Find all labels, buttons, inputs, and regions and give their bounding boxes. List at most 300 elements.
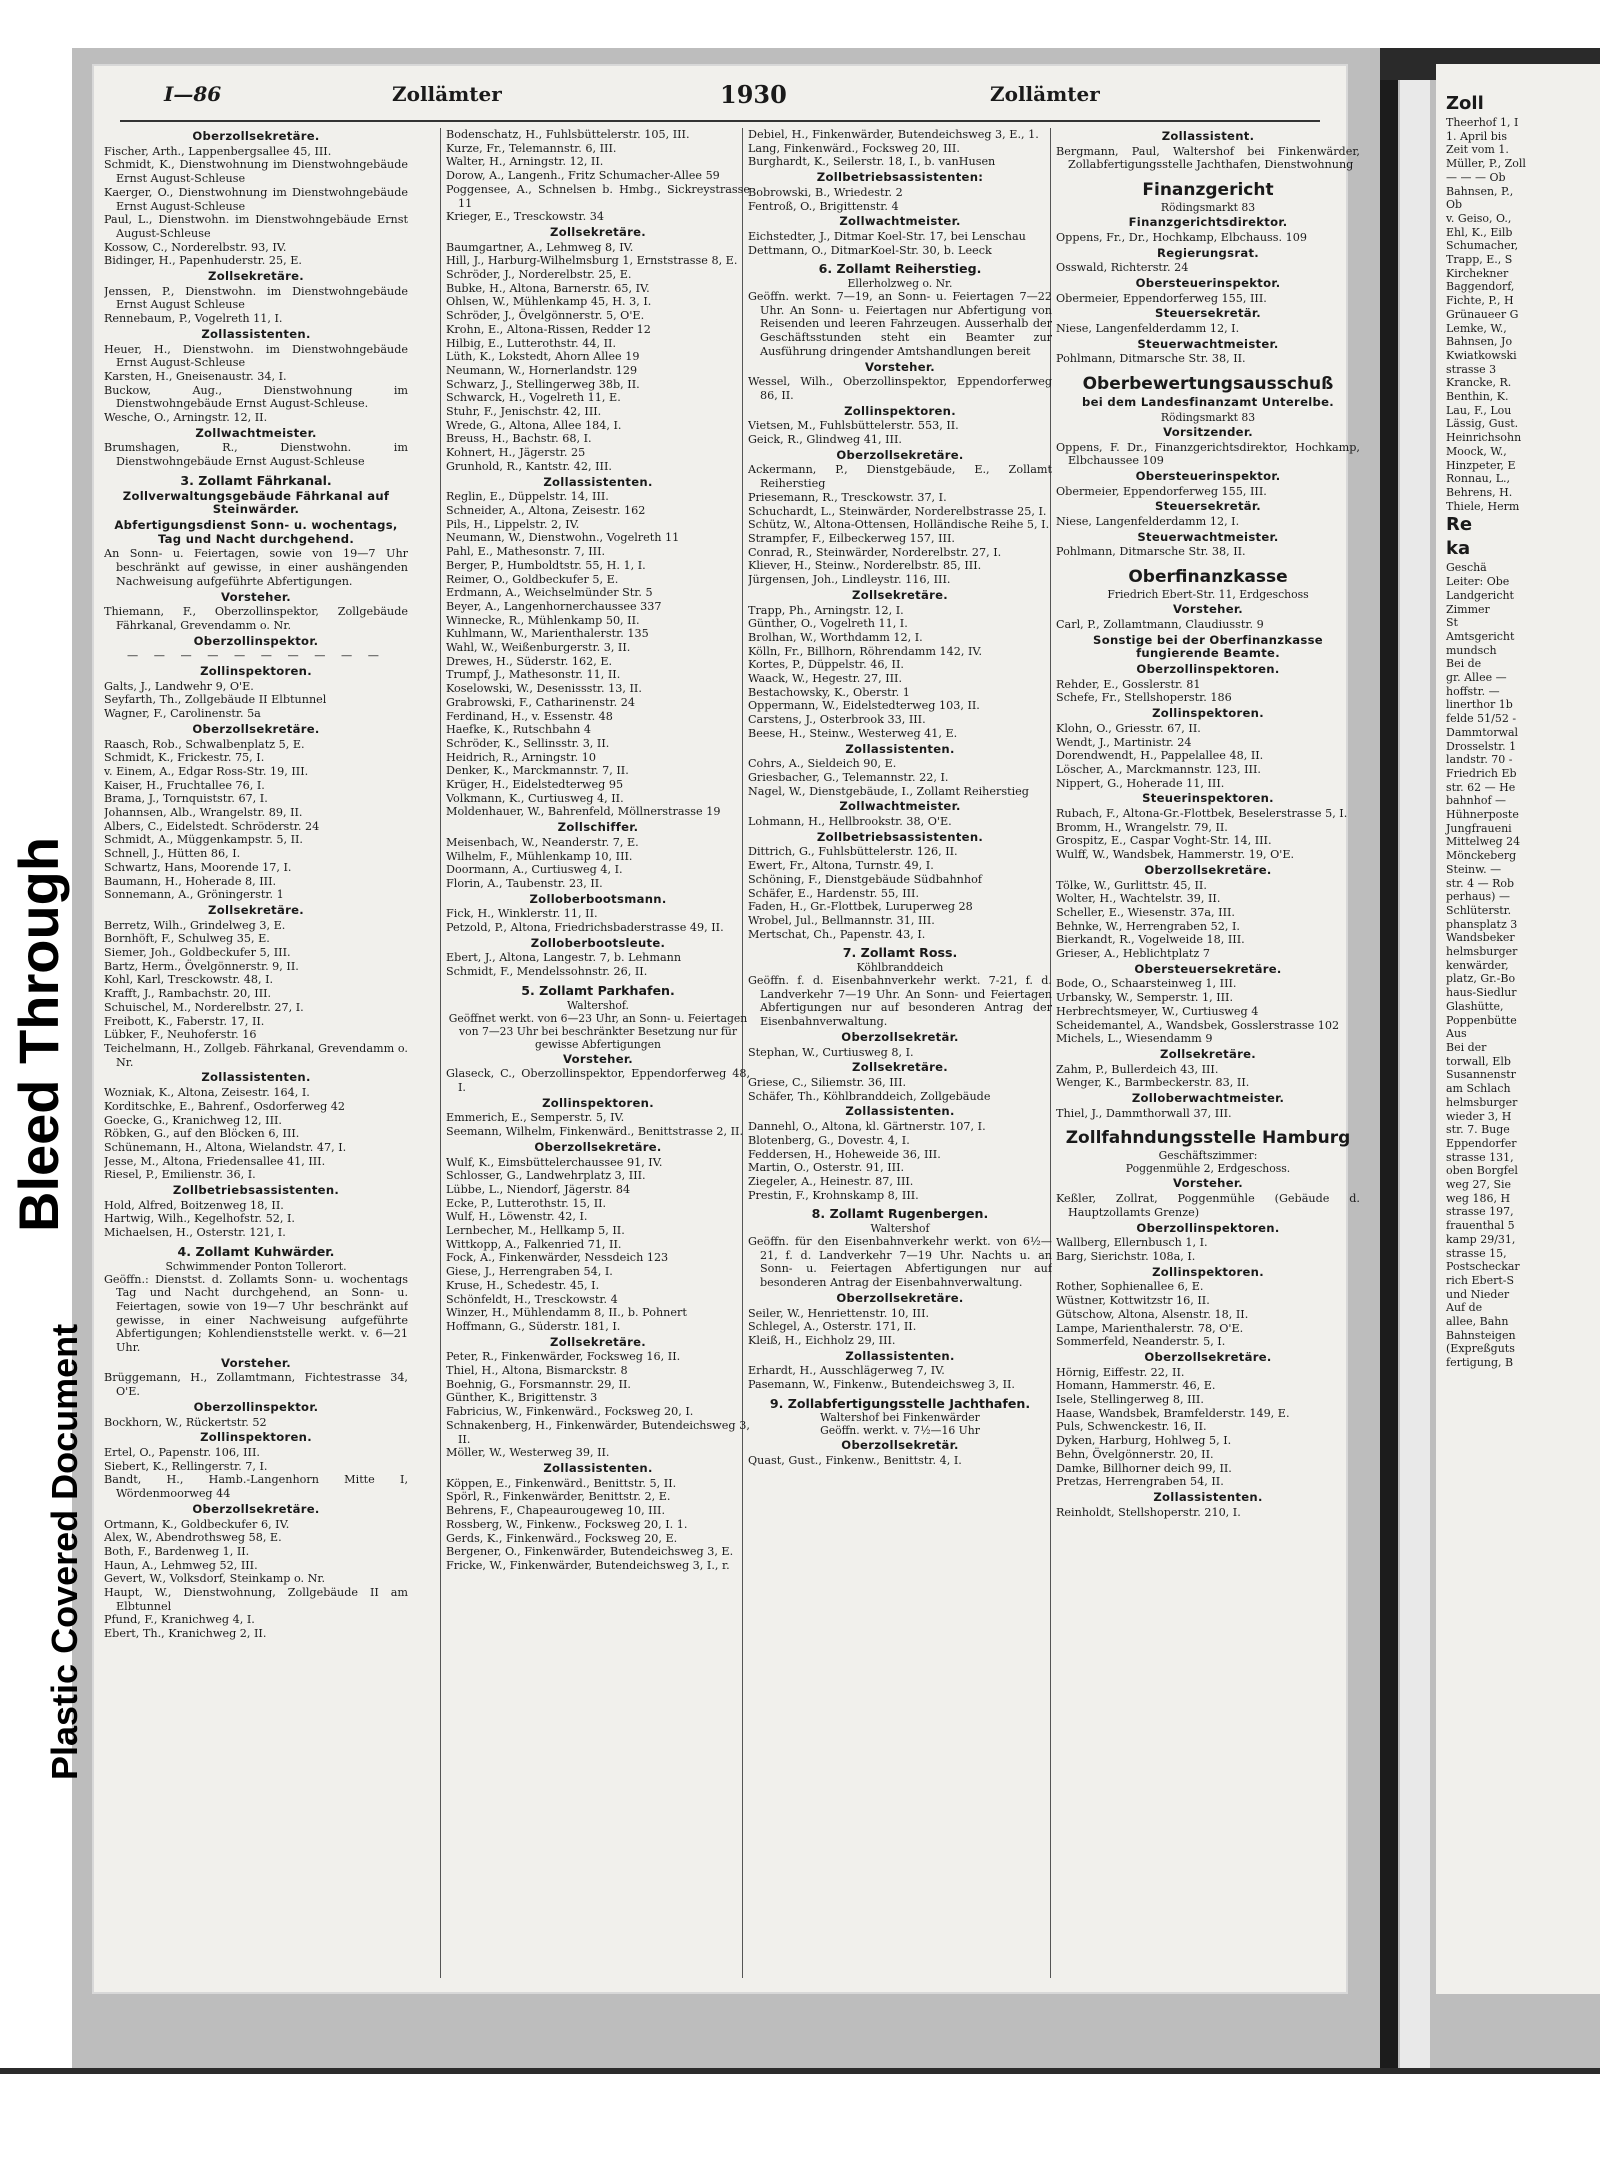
directory-entry: Berger, P., Humboldtstr. 55, H. 1, I. <box>446 558 646 572</box>
book-gutter <box>1380 48 1398 2068</box>
directory-entry: Quast, Gust., Finkenw., Benittstr. 4, I. <box>748 1454 962 1468</box>
text-line: Landgericht <box>1446 588 1514 602</box>
directory-entry: Gevert, W., Volksdorf, Steinkamp o. Nr. <box>104 1572 326 1586</box>
directory-entry: Wallberg, Ellernbusch 1, I. <box>1056 1236 1208 1250</box>
text-line: strasse 15, <box>1446 1246 1507 1260</box>
directory-entry: Seiler, W., Henriettenstr. 10, III. <box>748 1306 930 1320</box>
text-line: gr. Allee — <box>1446 671 1507 685</box>
directory-entry: Wittkopp, A., Falkenried 71, II. <box>446 1237 622 1251</box>
office-note: Köhlbranddeich <box>856 961 944 975</box>
directory-entry: Conrad, R., Steinwärder, Norderelbstr. 27, I. <box>748 545 1002 559</box>
directory-entry: Jenssen, P., Dienstwohn. im Dienstwohngebäude Ernst August Schleuse <box>104 284 408 312</box>
text-line: perhaus) — <box>1446 890 1510 904</box>
section-heading: Oberzollsekretäre. <box>836 447 964 462</box>
text-line: fertigung, B <box>1446 1356 1514 1370</box>
directory-entry: Cohrs, A., Sieldeich 90, E. <box>748 757 897 771</box>
agency-heading: Oberbewertungsausschuß <box>1082 374 1334 395</box>
directory-entry: Carstens, J., Osterbrook 33, III. <box>748 713 926 727</box>
directory-entry: Johannsen, Alb., Wrangelstr. 89, II. <box>104 806 303 820</box>
directory-entry: Sonnemann, A., Gröningerstr. 1 <box>104 888 284 902</box>
directory-entry: Wilhelm, F., Mühlenkamp 10, III. <box>446 849 633 863</box>
directory-entry: Fentroß, O., Brigittenstr. 4 <box>748 199 899 213</box>
section-heading: Vorsteher. <box>865 359 935 374</box>
section-heading: Oberzollsekretär. <box>841 1029 959 1044</box>
directory-entry: Rennebaum, P., Vogelreth 11, I. <box>104 312 283 326</box>
section-heading: Zollinspektoren. <box>844 403 956 418</box>
directory-entry: Fock, A., Finkenwärder, Nessdeich 123 <box>446 1251 669 1265</box>
text-line: helmsburger <box>1446 945 1518 959</box>
section-heading: Oberzollinspektor. <box>193 633 319 648</box>
directory-entry: Faden, H., Gr.-Flottbek, Luruperweg 28 <box>748 900 973 914</box>
text-line: Steinw. — <box>1446 862 1502 876</box>
section-heading: Steuersekretär. <box>1155 306 1261 321</box>
directory-entry: Paul, L., Dienstwohn. im Dienstwohngebäude Ernst August-Schleuse <box>104 213 408 240</box>
section-heading: Zollverwaltungsgebäude Fährkanal auf Steinwärder. <box>122 488 390 517</box>
directory-entry: Petzold, P., Altona, Friedrichsbaderstrasse 49, II. <box>446 921 724 935</box>
directory-entry: Thiel, H., Altona, Bismarckstr. 8 <box>446 1364 628 1378</box>
section-heading: Zolloberbootsleute. <box>530 935 666 950</box>
directory-entry: Meisenbach, W., Neanderstr. 7, E. <box>446 835 639 849</box>
office-heading: 9. Zollabfertigungsstelle Jachthafen. <box>769 1395 1031 1411</box>
text-line: Bahnsen, P., <box>1446 184 1514 198</box>
text-column-1 <box>104 128 408 1988</box>
text-line: Aus <box>1446 1027 1467 1041</box>
directory-entry: Schünemann, H., Altona, Wielandstr. 47, I. <box>104 1140 347 1154</box>
section-heading: Oberzollsekretäre. <box>192 1501 320 1516</box>
text-line: strasse 3 <box>1446 362 1497 376</box>
text-line: und Nieder <box>1446 1287 1510 1301</box>
directory-entry: Walter, H., Arningstr. 12, II. <box>446 155 604 169</box>
directory-entry: Ebert, Th., Kranichweg 2, II. <box>104 1627 267 1641</box>
text-line: frauenthal 5 <box>1446 1219 1515 1233</box>
header-rule <box>120 120 1320 122</box>
directory-entry: Niese, Langenfelderdamm 12, I. <box>1056 322 1240 336</box>
directory-entry: Kölln, Fr., Billhorn, Röhrendamm 142, IV. <box>748 644 983 658</box>
text-line: Lässig, Gust. <box>1446 417 1519 431</box>
section-heading: Zollbetriebsassistenten: <box>816 170 984 185</box>
text-line: Friedrich Eb <box>1446 766 1517 780</box>
directory-entry: Schröder, J., Övelgönnerstr. 5, O'E. <box>446 309 645 323</box>
year-heading: 1930 <box>720 80 787 109</box>
directory-entry: Klohn, O., Griesstr. 67, II. <box>1056 721 1201 735</box>
directory-entry: Pils, H., Lippelstr. 2, IV. <box>446 517 580 531</box>
section-heading: Zollassistenten. <box>845 1104 955 1119</box>
directory-entry: Tölke, W., Gurlittstr. 45, II. <box>1056 878 1207 892</box>
directory-entry: Freibott, K., Faberstr. 17, II. <box>104 1014 265 1028</box>
directory-entry: Nagel, W., Dienstgebäude, I., Zollamt Reiherstieg <box>748 784 1029 798</box>
text-line: weg 186, H <box>1446 1191 1511 1205</box>
section-heading: Steuerwachtmeister. <box>1137 336 1279 351</box>
directory-entry: Ackermann, P., Dienstgebäude, E., Zollamt Reiherstieg <box>748 463 1052 491</box>
directory-entry: Barg, Sierichstr. 108a, I. <box>1056 1250 1196 1263</box>
directory-entry: Isele, Stellingerweg 8, III. <box>1056 1393 1204 1407</box>
directory-entry: Puls, Schwenckestr. 16, II. <box>1056 1420 1207 1434</box>
directory-entry: Hoffmann, G., Süderstr. 181, I. <box>446 1319 621 1333</box>
text-line: oben Borgfel <box>1446 1164 1518 1178</box>
section-heading: Zollwachtmeister. <box>839 214 961 229</box>
text-line: Geschä <box>1446 561 1487 575</box>
text-line: haus-Siedlur <box>1446 986 1517 1000</box>
text-line: Bahnsteigen <box>1446 1328 1516 1342</box>
section-heading: Zollinspektoren. <box>200 664 312 679</box>
directory-entry: Homann, Hammerstr. 46, E. <box>1056 1379 1216 1393</box>
office-note: Waltershof <box>870 1222 930 1236</box>
directory-entry: Geöffn. für den Eisenbahnverkehr werkt. von 6½—21, f. d. Landverkehr 7—19 Uhr. Nachts u. an Sonn- u. Feiertagen Abfertigungen nur auf besonderen Antrag der Eisenbahnverwaltung. <box>748 1235 1052 1290</box>
section-heading: Zollassistenten. <box>1153 1489 1263 1504</box>
directory-entry: Schnakenberg, H., Finkenwärder, Butendeichsweg 3, II. <box>446 1418 750 1446</box>
directory-entry: Volkmann, K., Curtiusweg 4, II. <box>446 791 624 805</box>
directory-entry: Mertschat, Ch., Papenstr. 43, I. <box>748 927 926 941</box>
office-note: Geöffn. werkt. v. 7½—16 Uhr <box>820 1424 980 1438</box>
plastic-covered-label: Plastic Covered Document <box>44 1323 85 1780</box>
text-line: bahnhof — <box>1446 794 1507 808</box>
directory-entry: Ecke, P., Lutterothstr. 15, II. <box>446 1196 607 1210</box>
directory-entry: Waack, W., Hegestr. 27, III. <box>748 672 903 686</box>
directory-entry: Strampfer, F., Eilbeckerweg 157, III. <box>748 531 955 545</box>
text-line: Lemke, W., <box>1446 321 1507 335</box>
directory-entry: Carl, P., Zollamtmann, Claudiusstr. 9 <box>1056 617 1264 631</box>
office-note: Ellerholzweg o. Nr. <box>847 277 953 291</box>
directory-entry: Wagner, F., Carolinenstr. 5a <box>104 707 261 721</box>
office-heading: 5. Zollamt Parkhafen. <box>521 982 675 998</box>
directory-entry: Goecke, G., Kranichweg 12, III. <box>104 1113 282 1127</box>
directory-entry: Brüggemann, H., Zollamtmann, Fichtestrasse 34, O'E. <box>104 1371 408 1399</box>
page-number: I—86 <box>164 82 222 106</box>
directory-entry: Dorow, A., Langenh., Fritz Schumacher-Allee 59 <box>446 169 720 183</box>
directory-entry: Bockhorn, W., Rückertstr. 52 <box>104 1415 267 1429</box>
section-heading: Zolloberwachtmeister. <box>1131 1091 1285 1106</box>
directory-entry: Dannehl, O., Altona, kl. Gärtnerstr. 107, I. <box>748 1120 986 1134</box>
directory-entry: Bornhöft, F., Schulweg 35, E. <box>104 932 270 946</box>
section-heading: Zollassistent. <box>1161 129 1255 143</box>
text-line: Jungfraueni <box>1446 821 1512 835</box>
text-line: Heinrichsohn <box>1446 431 1522 445</box>
office-note: Schwimmender Ponton Tollerort. <box>165 1259 347 1273</box>
directory-entry: Beese, H., Steinw., Westerweg 41, E. <box>748 726 958 740</box>
directory-entry: Moldenhauer, W., Bahrenfeld, Möllnerstrasse 19 <box>446 805 721 819</box>
text-line: St <box>1446 616 1458 630</box>
vacancy-dashes: — — — — — — — — — — <box>127 649 385 663</box>
directory-entry: Rehder, E., Gosslerstr. 81 <box>1056 677 1201 691</box>
directory-entry: Schwarck, H., Vogelreth 11, E. <box>446 391 621 405</box>
directory-entry: Krafft, J., Rambachstr. 20, III. <box>104 987 272 1001</box>
directory-entry: Denker, K., Marckmannstr. 7, II. <box>446 764 629 778</box>
section-heading: Vorsteher. <box>221 589 291 604</box>
directory-entry: Lübker, F., Neuhoferstr. 16 <box>104 1028 257 1042</box>
directory-entry: Schneider, A., Altona, Zeisestr. 162 <box>446 503 646 517</box>
directory-entry: Löscher, A., Marckmannstr. 123, III. <box>1056 762 1261 776</box>
directory-entry: Hold, Alfred, Boitzenweg 18, II. <box>104 1198 284 1212</box>
directory-entry: Koselowski, W., Desenissstr. 13, II. <box>446 682 642 696</box>
text-line: Benthin, K. <box>1446 390 1509 404</box>
directory-entry: Raasch, Rob., Schwalbenplatz 5, E. <box>104 737 305 751</box>
directory-entry: Dorendwendt, H., Pappelallee 48, II. <box>1056 749 1264 763</box>
text-line: Bei der <box>1446 1041 1487 1054</box>
text-line: Kwiatkowski <box>1446 348 1517 362</box>
directory-entry: Eichstedter, J., Ditmar Koel-Str. 17, bei Lenschau <box>748 229 1026 243</box>
text-line: str. 4 — Rob <box>1446 876 1515 890</box>
directory-entry: Trapp, Ph., Arningstr. 12, I. <box>748 603 904 617</box>
directory-entry: Breuss, H., Bachstr. 68, I. <box>446 432 592 446</box>
directory-entry: Wessel, Wilh., Oberzollinspektor, Eppendorferweg 86, II. <box>748 375 1052 402</box>
directory-entry: Obermeier, Eppendorferweg 155, III. <box>1056 484 1267 498</box>
directory-entry: Günther, K., Brigittenstr. 3 <box>446 1391 598 1405</box>
section-heading: Oberzollsekretäre. <box>1144 1349 1272 1364</box>
directory-entry: Dettmann, O., DitmarKoel-Str. 30, b. Leeck <box>748 243 992 257</box>
directory-entry: Erdmann, A., Weichselmünder Str. 5 <box>446 586 653 600</box>
directory-entry: Gerds, K., Finkenwärd., Focksweg 20, E. <box>446 1531 678 1545</box>
section-heading: Vorsteher. <box>1173 1176 1243 1191</box>
directory-entry: Korditschke, E., Bahrenf., Osdorferweg 42 <box>104 1099 346 1113</box>
directory-entry: Wulff, W., Wandsbek, Hammerstr. 19, O'E. <box>1056 848 1295 862</box>
directory-entry: Brolhan, W., Worthdamm 12, I. <box>748 630 923 644</box>
directory-entry: Reimer, O., Goldbeckufer 5, E. <box>446 572 619 586</box>
directory-entry: Schwarz, J., Stellingerweg 38b, II. <box>446 377 640 391</box>
text-line: torwall, Elb <box>1446 1054 1511 1068</box>
text-line: Ronnau, L., <box>1446 472 1511 486</box>
section-heading: Abfertigungsdienst Sonn- u. wochentags, Tag und Nacht durchgehend. <box>114 517 398 546</box>
agency-heading: Oberfinanzkasse <box>1128 567 1288 588</box>
directory-entry: Wulf, H., Löwenstr. 42, I. <box>446 1210 588 1224</box>
directory-entry: Ohlsen, W., Mühlenkamp 45, H. 3, I. <box>446 295 652 309</box>
directory-entry: Haupt, W., Dienstwohnung, Zollgebäude II am Elbtunnel <box>104 1586 408 1613</box>
text-line: Mittelweg 24 <box>1446 835 1521 849</box>
section-heading: Oberzollsekretär. <box>841 1438 959 1453</box>
directory-entry: Baumgartner, A., Lehmweg 8, IV. <box>446 240 634 254</box>
text-line: kenwärder, <box>1446 958 1509 972</box>
section-heading: Zollsekretäre. <box>852 587 948 602</box>
section-heading: Zollassistenten. <box>201 326 311 341</box>
section-heading: Zollsekretäre. <box>550 224 646 239</box>
directory-entry: Keßler, Zollrat, Poggenmühle (Gebäude d. Hauptzollamts Grenze) <box>1056 1192 1360 1219</box>
section-heading: Vorsteher. <box>221 1355 291 1370</box>
office-note: Waltershof. <box>567 998 629 1012</box>
directory-entry: Bodenschatz, H., Fuhlsbüttelerstr. 105, III. <box>446 128 690 141</box>
text-line: strasse 197, <box>1446 1205 1514 1219</box>
section-heading: Oberzollinspektoren. <box>1136 661 1280 676</box>
directory-entry: Rossberg, W., Finkenw., Focksweg 20, I. 1. <box>446 1517 688 1531</box>
directory-entry: Buckow, Aug., Dienstwohnung im Dienstwohngebäude Ernst August-Schleuse. <box>104 383 408 411</box>
section-heading: Sonstige bei der Oberfinanzkasse fungierende Beamte. <box>1093 632 1323 661</box>
directory-entry: Schmidt, K., Dienstwohnung im Dienstwohngebäude Ernst August-Schleuse <box>104 158 408 186</box>
directory-entry: Zahm, P., Bullerdeich 43, III. <box>1056 1062 1219 1076</box>
text-line: phansplatz 3 <box>1446 917 1518 931</box>
section-heading: Zollassistenten. <box>845 741 955 756</box>
text-line: am Schlach <box>1446 1082 1511 1096</box>
directory-entry: Schütz, W., Altona-Ottensen, Holländische Reihe 5, I. <box>748 518 1050 532</box>
directory-entry: Hörnig, Eiffestr. 22, II. <box>1056 1365 1185 1379</box>
directory-entry: Scheller, E., Wiesenstr. 37a, III. <box>1056 905 1235 919</box>
text-line: Grünaueer G <box>1446 307 1519 321</box>
directory-entry: Erhardt, H., Ausschlägerweg 7, IV. <box>748 1364 945 1378</box>
text-line: 1. April bis <box>1446 129 1507 143</box>
directory-entry: Kohnert, H., Jägerstr. 25 <box>446 446 586 460</box>
section-heading: Steuerinspektoren. <box>1142 791 1274 806</box>
section-heading: Zollassistenten. <box>543 1460 653 1475</box>
office-note: Poggenmühle 2, Erdgeschoss. <box>1125 1162 1291 1176</box>
text-line: landstr. 70 - <box>1446 753 1513 767</box>
directory-entry: Röbken, G., auf den Blöcken 6, III. <box>104 1127 300 1141</box>
directory-entry: Pasemann, W., Finkenw., Butendeichsweg 3, II. <box>748 1378 1015 1392</box>
facing-page-text <box>1436 64 1600 1370</box>
text-line: Theerhof 1, I <box>1446 116 1519 129</box>
directory-entry: Ebert, J., Altona, Langestr. 7, b. Lehmann <box>446 951 682 965</box>
directory-entry: Alex, W., Abendrothsweg 58, E. <box>104 1531 282 1545</box>
directory-entry: Oppens, F. Dr., Finanzgerichtsdirektor, Hochkamp, Elbchaussee 109 <box>1056 440 1360 468</box>
directory-entry: Dyken, Harburg, Hohlweg 5, I. <box>1056 1434 1232 1448</box>
directory-entry: Florin, A., Taubenstr. 23, II. <box>446 876 603 890</box>
directory-entry: Heuer, H., Dienstwohn. im Dienstwohngebäude Ernst August-Schleuse <box>104 342 408 370</box>
directory-entry: Giese, J., Herrengraben 54, I. <box>446 1265 613 1279</box>
text-line: Behrens, H. <box>1446 485 1513 499</box>
text-line: Auf de <box>1446 1301 1483 1315</box>
directory-entry: Lohmann, H., Hellbrookstr. 38, O'E. <box>748 815 952 829</box>
section-heading: Zollinspektoren. <box>542 1095 654 1110</box>
text-line: Zeit vom 1. <box>1446 143 1509 157</box>
directory-entry: Bestachowsky, K., Oberstr. 1 <box>748 685 910 699</box>
directory-entry: Hartwig, Wilh., Kegelhofstr. 52, I. <box>104 1212 295 1226</box>
directory-entry: Pfund, F., Kranichweg 4, I. <box>104 1613 255 1627</box>
directory-entry: Kleiß, H., Eichholz 29, III. <box>748 1333 896 1347</box>
text-line: allee, Bahn <box>1446 1315 1509 1329</box>
directory-entry: Kaiser, H., Fruchtallee 76, I. <box>104 778 265 792</box>
section-heading: Vorsitzender. <box>1163 424 1253 439</box>
directory-entry: Bromm, H., Wrangelstr. 79, II. <box>1056 820 1228 834</box>
text-line: Eppendorfer <box>1446 1136 1517 1150</box>
section-heading: Oberzollsekretäre. <box>192 129 320 143</box>
directory-entry: Günther, O., Vogelreth 11, I. <box>748 617 908 631</box>
directory-entry: Both, F., Bardenweg 1, II. <box>104 1544 250 1558</box>
directory-entry: Trumpf, J., Mathesonstr. 11, II. <box>446 668 621 682</box>
directory-entry: Glaseck, C., Oberzollinspektor, Eppendorferweg 48, I. <box>446 1067 750 1094</box>
text-line: Ob <box>1446 198 1463 212</box>
directory-entry: Kurze, Fr., Telemannstr. 6, III. <box>446 141 617 155</box>
text-line: wieder 3, H <box>1446 1109 1512 1123</box>
text-line: Amtsgericht <box>1446 629 1515 643</box>
office-heading: 4. Zollamt Kuhwärder. <box>177 1243 335 1259</box>
directory-entry: Dittrich, G., Fuhlsbüttelerstr. 126, II. <box>748 845 958 859</box>
directory-entry: Schröder, K., Sellinsstr. 3, II. <box>446 736 610 750</box>
text-line: v. Geiso, O., <box>1446 211 1512 225</box>
directory-entry: Krüger, H., Eidelstedterweg 95 <box>446 778 624 792</box>
directory-entry: Stuhr, F., Jenischstr. 42, III. <box>446 405 602 419</box>
directory-entry: Möller, W., Westerweg 39, II. <box>446 1446 610 1460</box>
directory-entry: Lernbecher, M., Hellkamp 5, II. <box>446 1224 625 1238</box>
directory-entry: Geöffn. werkt. 7—19, an Sonn- u. Feiertagen 7—22 Uhr. An Sonn- u. Feiertagen nur Abfertigung von Reisenden und leeren Fahrzeugen. Ausserhalb der Geschäftsstunden steht ein Beamter zur Ausführung dringender Amtshandlungen bereit <box>748 290 1052 358</box>
section-heading: Zollassistenten. <box>543 474 653 489</box>
directory-entry: Bergmann, Paul, Waltershof bei Finkenwärder, Zollabfertigungsstelle Jachthafen, Dienstwohnung <box>1056 144 1360 172</box>
directory-entry: Bode, O., Schaarsteinweg 1, III. <box>1056 977 1237 991</box>
text-line: rich Ebert-S <box>1446 1273 1515 1287</box>
section-heading: Finanzgerichtsdirektor. <box>1128 215 1288 230</box>
text-line: Fichte, P., H <box>1446 294 1514 308</box>
office-note: Rödingsmarkt 83 <box>1160 410 1256 424</box>
text-line: Moock, W., <box>1446 444 1507 458</box>
directory-entry: Nippert, G., Hoherade 11, III. <box>1056 776 1225 790</box>
directory-entry: Schlosser, G., Landwehrplatz 3, III. <box>446 1169 646 1183</box>
section-heading: Oberzollsekretäre. <box>534 1139 662 1154</box>
directory-entry: Doormann, A., Curtiusweg 4, I. <box>446 863 623 877</box>
text-line: Ehl, K., Eilb <box>1446 225 1513 239</box>
agency-heading: Zollfahndungsstelle Hamburg <box>1065 1128 1351 1149</box>
directory-entry: Schmidt, F., Mendelssohnstr. 26, II. <box>446 965 648 979</box>
text-line: Müller, P., Zoll <box>1446 157 1526 171</box>
section-heading: Zollassistenten. <box>201 1070 311 1085</box>
directory-entry: Galts, J., Landwehr 9, O'E. <box>104 679 254 693</box>
directory-entry: Riesel, P., Emilienstr. 36, I. <box>104 1168 256 1182</box>
directory-entry: Albers, C., Eidelstedt. Schröderstr. 24 <box>104 819 320 833</box>
text-line: Baggendorf, <box>1446 280 1515 294</box>
directory-entry: Brumshagen, R., Dienstwohn. im Dienstwohngebäude Ernst August-Schleuse <box>104 441 408 469</box>
directory-entry: Gütschow, Altona, Alsenstr. 18, II. <box>1056 1307 1249 1321</box>
section-heading: Zollbetriebsassistenten. <box>816 829 984 844</box>
text-line: Leiter: Obe <box>1446 575 1510 589</box>
directory-entry: Reinholdt, Stellshoperstr. 210, I. <box>1056 1505 1241 1519</box>
directory-entry: Lampe, Marienthalerstr. 78, O'E. <box>1056 1321 1244 1335</box>
text-line: Postscheckar <box>1446 1260 1520 1274</box>
section-heading: Zollsekretäre. <box>208 269 304 284</box>
directory-entry: Wrede, G., Altona, Allee 184, I. <box>446 418 622 432</box>
directory-entry: Damke, Billhorner deich 99, II. <box>1056 1461 1232 1475</box>
directory-entry: Ferdinand, H., v. Essenstr. 48 <box>446 709 613 723</box>
text-line: (Expreßguts <box>1446 1342 1515 1356</box>
directory-entry: Ertel, O., Papenstr. 106, III. <box>104 1445 260 1459</box>
directory-entry: Fischer, Arth., Lappenbergsallee 45, III. <box>104 144 332 158</box>
directory-entry: Behrens, F., Chapeaurougeweg 10, III. <box>446 1504 666 1518</box>
directory-entry: Schöning, F., Dienstgebäude Südbahnhof <box>748 872 982 886</box>
text-line: Schlüterstr. <box>1446 903 1512 917</box>
directory-entry: Schnell, J., Hütten 86, I. <box>104 847 241 861</box>
directory-entry: Oppermann, W., Eidelstedterweg 103, II. <box>748 699 980 713</box>
section-heading: Obersteuerinspektor. <box>1135 275 1281 290</box>
directory-entry: Siemer, Joh., Goldbeckufer 5, III. <box>104 946 291 960</box>
directory-entry: Schefe, Fr., Stellshoperstr. 186 <box>1056 691 1232 705</box>
directory-entry: Kortes, P., Düppelstr. 46, II. <box>748 658 904 672</box>
office-note: Rödingsmarkt 83 <box>1160 201 1256 215</box>
directory-entry: Berretz, Wilh., Grindelweg 3, E. <box>104 918 286 932</box>
directory-entry: Schröder, J., Norderelbstr. 25, E. <box>446 268 632 282</box>
directory-entry: Kossow, C., Norderelbstr. 93, IV. <box>104 240 287 254</box>
directory-entry: Obermeier, Eppendorferweg 155, III. <box>1056 291 1267 305</box>
directory-entry: Bubke, H., Altona, Barnerstr. 65, IV. <box>446 281 650 295</box>
directory-entry: Fricke, W., Finkenwärder, Butendeichsweg 3, I., r. <box>446 1558 730 1572</box>
text-line: str. 7. Buge <box>1446 1123 1510 1137</box>
directory-entry: Seemann, Wilhelm, Finkenwärd., Benittstrasse 2, II. <box>446 1125 744 1139</box>
text-line: Zimmer <box>1446 602 1490 616</box>
directory-entry: Griese, C., Siliemstr. 36, III. <box>748 1076 907 1089</box>
text-line: Thiele, Herm <box>1446 499 1520 513</box>
directory-entry: Schlegel, A., Osterstr. 171, II. <box>748 1320 917 1334</box>
directory-entry: Wenger, K., Barmbeckerstr. 83, II. <box>1056 1076 1250 1090</box>
section-heading: Zollsekretäre. <box>208 902 304 917</box>
directory-entry: Lübbe, L., Niendorf, Jägerstr. 84 <box>446 1182 631 1196</box>
directory-entry: Wrobel, Jul., Bellmannstr. 31, III. <box>748 913 935 927</box>
directory-entry: Winzer, H., Mühlendamm 8, II., b. Pohnert <box>446 1306 687 1320</box>
directory-entry: Ewert, Fr., Altona, Turnstr. 49, I. <box>748 859 934 873</box>
text-line: hoffstr. — <box>1446 684 1500 698</box>
text-line: Bei de <box>1446 657 1482 671</box>
directory-entry: Wesche, O., Arningstr. 12, II. <box>104 411 268 425</box>
directory-entry: Schuchardt, L., Steinwärder, Norderelbstrasse 25, I. <box>748 504 1047 518</box>
section-heading: Oberzollinspektoren. <box>1136 1220 1280 1235</box>
office-heading: 8. Zollamt Rugenbergen. <box>811 1206 989 1222</box>
office-note: Geöffnet werkt. von 6—23 Uhr, an Sonn- u. Feiertagen von 7—23 Uhr bei beschränkter Besetzung nur für gewisse Abfertigungen <box>448 1011 748 1051</box>
text-line: Drosselstr. 1 <box>1446 739 1517 753</box>
directory-entry: Bergener, O., Finkenwärder, Butendeichsweg 3, E. <box>446 1545 734 1559</box>
text-line: Schumacher, <box>1446 239 1519 253</box>
text-line: str. 62 — He <box>1446 780 1516 794</box>
heading-fragment: ka <box>1446 538 1471 560</box>
